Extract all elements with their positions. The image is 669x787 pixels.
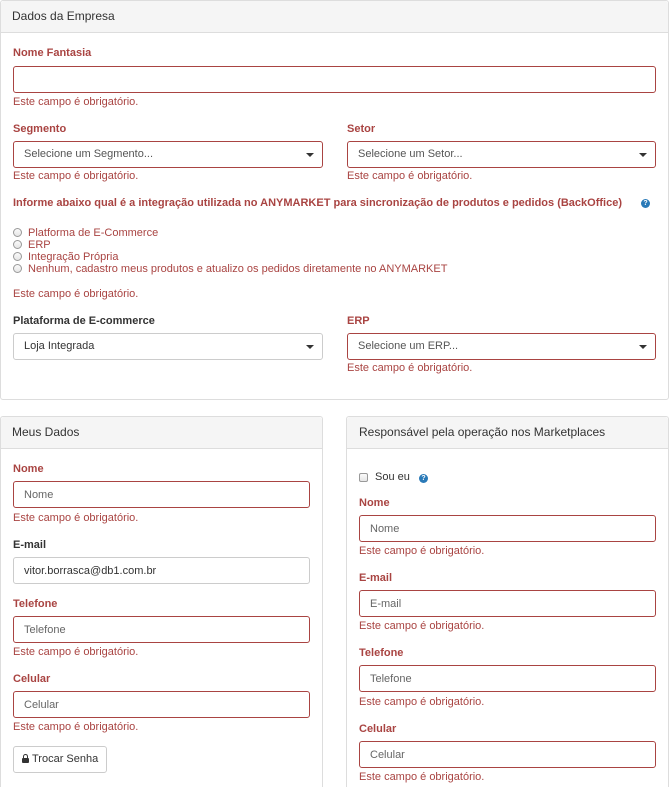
radio-button[interactable] [13,228,22,237]
radio-button[interactable] [13,240,22,249]
trocar-senha-label: Trocar Senha [32,753,99,765]
caret-down-icon [639,345,647,349]
resp-nome-label: Nome [359,497,390,509]
segmento-selected-value: Selecione um Segmento... [24,148,154,160]
company-panel-heading: Dados da Empresa [1,1,668,33]
question-circle-icon[interactable]: ? [641,199,650,208]
erp-label: ERP [347,315,370,327]
radio-label: ERP [28,239,51,251]
resp-telefone-label: Telefone [359,647,404,659]
meus-nome-input[interactable] [13,481,310,508]
caret-down-icon [306,345,314,349]
setor-selected-value: Selecione um Setor... [358,148,463,160]
radio-label: Integração Própria [28,251,119,263]
segmento-select[interactable] [13,141,323,168]
meus-dados-heading: Meus Dados [1,417,322,449]
radio-button[interactable] [13,252,22,261]
erp-error: Este campo é obrigatório. [347,362,473,374]
radio-erp[interactable] [13,239,51,251]
radio-button[interactable] [13,264,22,273]
meus-celular-error: Este campo é obrigatório. [13,721,139,733]
sou-eu-label[interactable]: Sou eu [375,471,410,483]
trocar-senha-button[interactable] [13,746,107,773]
plataforma-select[interactable] [13,333,323,360]
erp-selected-value: Selecione um ERP... [358,340,459,352]
setor-label: Setor [347,123,376,135]
resp-celular-error: Este campo é obrigatório. [359,771,485,783]
radio-label: Platforma de E-Commerce [28,227,159,239]
radio-label: Nenhum, cadastro meus produtos e atualizo os pedidos diretamente no ANYMARKET [28,263,448,275]
setor-error: Este campo é obrigatório. [347,170,473,182]
radio-nenhum[interactable] [13,263,447,275]
caret-down-icon [306,153,314,157]
resp-email-input[interactable] [359,590,656,617]
resp-email-label: E-mail [359,572,393,584]
caret-down-icon [639,153,647,157]
radio-integracao-propria[interactable] [13,251,119,263]
meus-celular-label: Celular [13,673,51,685]
nome-fantasia-label: Nome Fantasia [13,47,92,59]
resp-nome-error: Este campo é obrigatório. [359,545,485,557]
responsavel-heading: Responsável pela operação nos Marketplaces [347,417,668,449]
integracao-error: Este campo é obrigatório. [13,288,139,300]
resp-telefone-input[interactable] [359,665,656,692]
meus-telefone-input[interactable] [13,616,310,643]
resp-celular-input[interactable] [359,741,656,768]
meus-nome-error: Este campo é obrigatório. [13,512,139,524]
resp-nome-input[interactable] [359,515,656,542]
nome-fantasia-error: Este campo é obrigatório. [13,96,139,108]
segmento-label: Segmento [13,123,67,135]
plataforma-selected-value: Loja Integrada [24,340,95,352]
meus-telefone-error: Este campo é obrigatório. [13,646,139,658]
radio-platforma-ecommerce[interactable] [13,227,158,239]
lock-icon [22,754,29,763]
sou-eu-checkbox[interactable] [359,473,368,482]
resp-telefone-error: Este campo é obrigatório. [359,696,485,708]
meus-celular-input[interactable] [13,691,310,718]
integracao-question: Informe abaixo qual é a integração utilizada no ANYMARKET para sincronização de produtos e pedidos (BackOffice) [13,197,622,209]
meus-email-label: E-mail [13,539,47,551]
resp-email-error: Este campo é obrigatório. [359,620,485,632]
erp-select[interactable] [347,333,656,360]
nome-fantasia-input[interactable] [13,66,656,93]
meus-email-input[interactable] [13,557,310,584]
plataforma-label: Plataforma de E-commerce [13,315,155,327]
meus-telefone-label: Telefone [13,598,58,610]
segmento-error: Este campo é obrigatório. [13,170,139,182]
resp-celular-label: Celular [359,723,397,735]
meus-nome-label: Nome [13,463,44,475]
setor-select[interactable] [347,141,656,168]
question-circle-icon[interactable]: ? [419,474,428,483]
